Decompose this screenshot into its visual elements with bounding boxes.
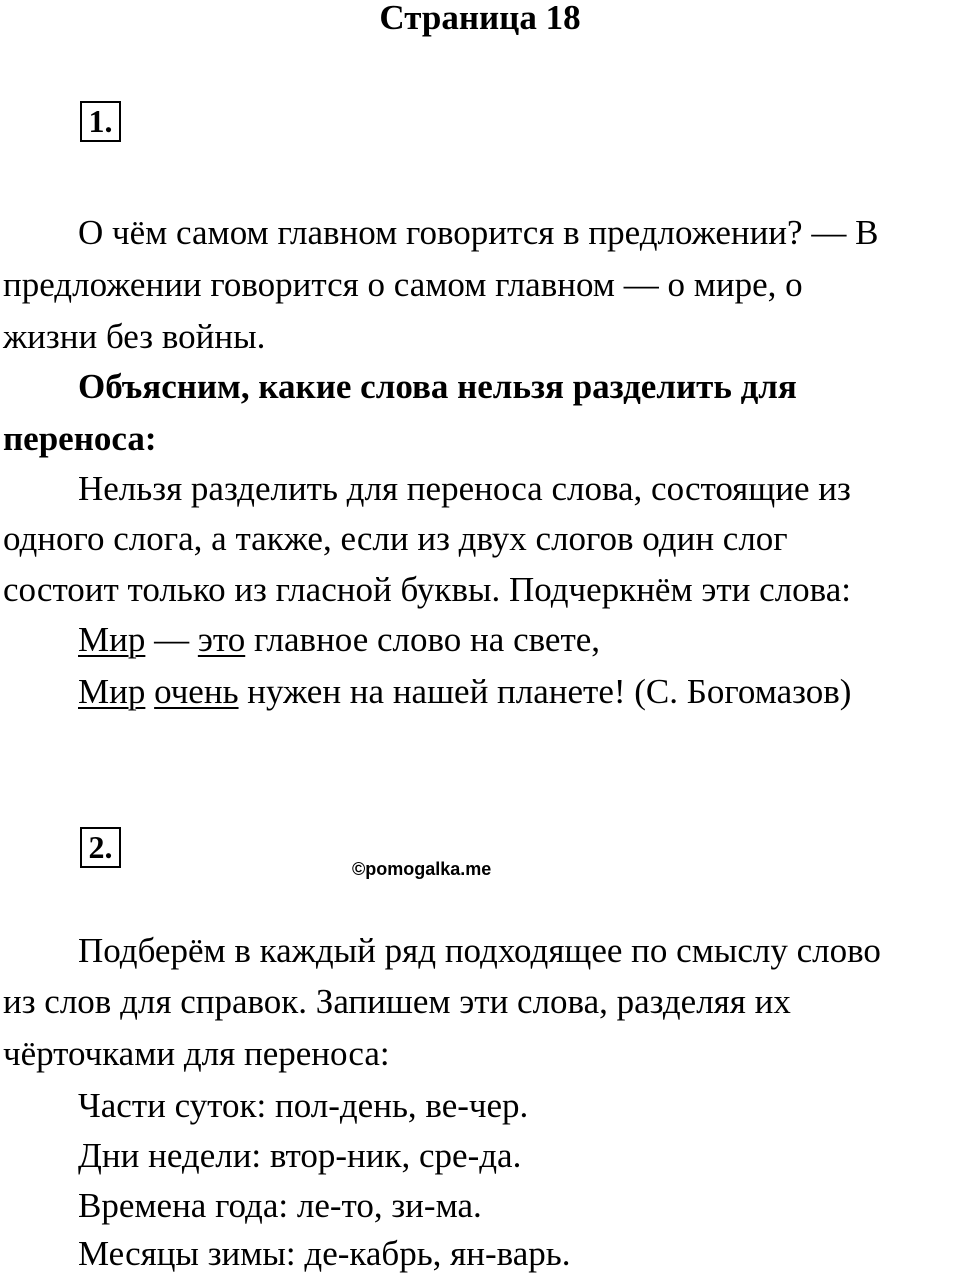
poem-separator — [145, 672, 154, 711]
poem-text: главное слово на свете, — [245, 620, 601, 659]
task1-explanation-line: одного слога, а также, если из двух слогов один слог — [3, 519, 788, 558]
task1-heading-line: переноса: — [3, 419, 157, 458]
task1-paragraph-line: жизни без войны. — [3, 317, 266, 356]
poem-separator: — — [145, 620, 198, 659]
task1-paragraph-line: предложении говорится о самом главном — о мире, о — [3, 265, 803, 304]
underlined-word: это — [197, 620, 246, 659]
task2-paragraph-line: из слов для справок. Запишем эти слова, разделяя их — [3, 982, 791, 1021]
answer-row: Дни недели: втор-ник, сре-да. — [78, 1136, 522, 1175]
task1-explanation-line: состоит только из гласной буквы. Подчеркнём эти слова: — [3, 570, 851, 609]
task1-paragraph-line: О чём самом главном говорится в предложении? — В — [78, 213, 879, 252]
poem-line-2 — [3, 666, 960, 718]
page-title: Страница 18 — [379, 0, 581, 37]
underlined-word: Мир — [78, 672, 146, 711]
poem-text: нужен на нашей планете! (С. Богомазов) — [238, 672, 852, 711]
poem-line-1 — [3, 614, 960, 666]
watermark: ©pomogalka.me — [352, 859, 492, 879]
underlined-word: Мир — [78, 620, 146, 659]
task1-heading-line: Объясним, какие слова нельзя разделить для — [78, 367, 797, 406]
task-number-1: 1. — [80, 101, 121, 142]
underlined-word: очень — [154, 672, 239, 711]
answer-row: Времена года: ле-то, зи-ма. — [78, 1186, 482, 1225]
answer-row: Части суток: пол-день, ве-чер. — [78, 1086, 529, 1125]
task-number-2: 2. — [80, 827, 121, 868]
answer-row: Месяцы зимы: де-кабрь, ян-варь. — [78, 1234, 571, 1273]
task1-explanation-line: Нельзя разделить для переноса слова, состоящие из — [78, 469, 851, 508]
task2-paragraph-line: чёрточками для переноса: — [3, 1034, 390, 1073]
task2-paragraph-line: Подберём в каждый ряд подходящее по смыслу слово — [78, 931, 881, 970]
